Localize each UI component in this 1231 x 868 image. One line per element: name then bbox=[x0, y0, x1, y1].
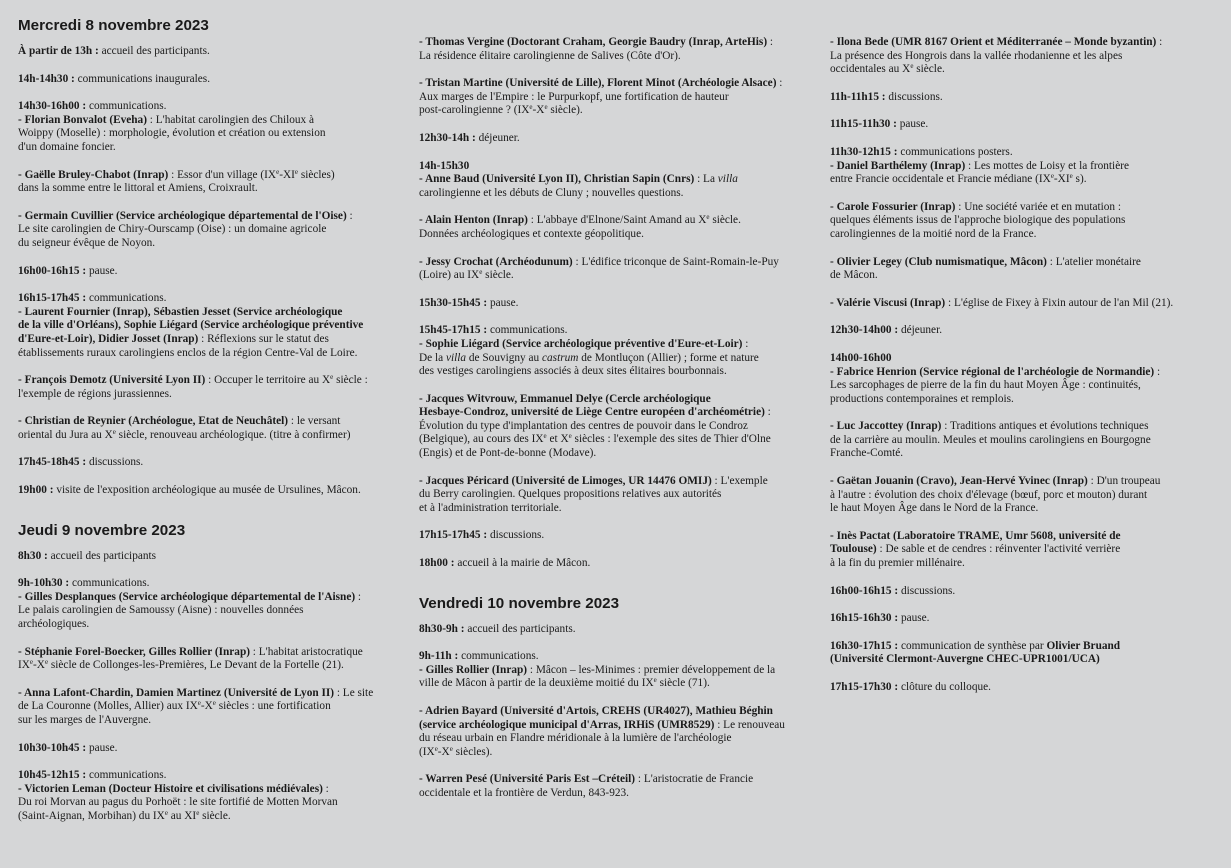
talk-entry: - Inès Pactat (Laboratoire TRAME, Umr 5608, université de Toulouse) : De sable et de cendres : réinventer l'activité verrière à la fin du premier millénaire. bbox=[830, 529, 1121, 570]
schedule-entry: 14h-14h30 : communications inaugurales. bbox=[18, 72, 211, 85]
schedule-entry: À partir de 13h : accueil des participants. bbox=[18, 45, 210, 57]
talk-entry: - Sophie Liégard (Service archéologique préventive d'Eure-et-Loir) : De la villa de Souvigny au castrum de Montluçon (Allier) ; forme et nature des vestiges carolingiens associés à deux sites élitaires bourbonnais. bbox=[419, 337, 759, 378]
schedule-entry: 17h15-17h30 : clôture du colloque. bbox=[830, 681, 991, 693]
schedule-entry: 9h-10h30 : communications. bbox=[18, 577, 150, 590]
talk-entry: - Anne Baud (Université Lyon II), Christian Sapin (Cnrs) : La villa carolingienne et les débuts de Cluny ; nouvelles questions. bbox=[419, 173, 738, 199]
talk-entry: - Ilona Bede (UMR 8167 Orient et Méditerranée – Monde byzantin) : La présence des Hongrois dans la vallée rhodanienne et les alpes occidentales au Xe siècle. bbox=[830, 36, 1163, 76]
talk-entry: - Florian Bonvalot (Eveha) : L'habitat carolingien des Chiloux à Woippy (Moselle) : morphologie, évolution et création ou extension d'un domaine foncier. bbox=[18, 113, 326, 153]
talk-entry: - Carole Fossurier (Inrap) : Une société variée et en mutation : quelques éléments issus de l'approche biologique des populations carolingiennes de la moitié nord de la France. bbox=[830, 200, 1126, 240]
schedule-entry: 8h30-9h : accueil des participants. bbox=[419, 622, 576, 635]
column-1 bbox=[18, 17, 403, 838]
talk-entry: - Jessy Crochat (Archéodunum) : L'édifice triconque de Saint-Romain-le-Puy (Loire) au IXe siècle. bbox=[419, 255, 779, 282]
talk-entry: - Luc Jaccottey (Inrap) : Traditions antiques et évolutions techniques de la carrière au moulin. Meules et moulins carolingiens en Bourgogne Franche-Comté. bbox=[830, 420, 1151, 460]
schedule-entry: 12h30-14h00 : déjeuner. bbox=[830, 324, 943, 337]
talk-entry: - Christian de Reynier (Archéologue, Etat de Neuchâtel) : le versant oriental du Jura au Xe siècle, renouveau archéologique. (titre à confirmer) bbox=[18, 415, 351, 441]
talk-entry: - Thomas Vergine (Doctorant Craham, Georgie Baudry (Inrap, ArteHis) : La résidence élitaire carolingienne de Salives (Côte d'Or). bbox=[419, 36, 774, 62]
schedule-entry: 16h00-16h15 : pause. bbox=[18, 264, 118, 277]
schedule-entry: 10h30-10h45 : pause. bbox=[18, 741, 118, 754]
talk-entry: - Jacques Witvrouw, Emmanuel Delye (Cercle archéologique Hesbaye-Condroz, université de Liège Centre européen d'archéométrie) : Évolution du type d'implantation des centres de pouvoir dans le Condroz (Belgique), au cours des IXe et Xe siècles : l'exemple des sites de Thier d'Olne (Engis) et de Pont-de-bonne (Modave). bbox=[419, 392, 771, 460]
schedule-entry: 18h00 : accueil à la mairie de Mâcon. bbox=[419, 557, 591, 570]
schedule-entry: 17h45-18h45 : discussions. bbox=[18, 456, 144, 469]
talk-entry: - Jacques Péricard (Université de Limoges, UR 14476 OMIJ) : L'exemple du Berry carolingien. Quelques propositions relatives aux autorités et à l'administration territoriale. bbox=[419, 474, 768, 514]
day-heading-friday: Vendredi 10 novembre 2023 bbox=[419, 594, 620, 612]
schedule-entry: 12h30-14h : déjeuner. bbox=[419, 131, 520, 144]
talk-entry: - Germain Cuvillier (Service archéologique départemental de l'Oise) : Le site carolingien de Chiry-Ourscamp (Oise) : un domaine agricole du seigneur évêque de Noyon. bbox=[18, 209, 353, 249]
talk-entry: - Valérie Viscusi (Inrap) : L'église de Fixey à Fixin autour de l'an Mil (21). bbox=[830, 296, 1174, 309]
talk-entry: - Warren Pesé (Université Paris Est –Créteil) : L'aristocratie de Francie occidentale et la frontière de Verdun, 843-923. bbox=[419, 773, 754, 799]
schedule-entry: 11h-11h15 : discussions. bbox=[830, 90, 943, 103]
talk-entry: - Victorien Leman (Docteur Histoire et civilisations médiévales) : Du roi Morvan au pagus du Porhoët : le site fortifié de Motten Morvan (Saint-Aignan, Morbihan) du IXe au XIe siècle. bbox=[18, 782, 338, 822]
talk-entry: - Anna Lafont-Chardin, Damien Martinez (Université de Lyon II) : Le site de La Couronne (Molles, Allier) aux IXe-Xe siècles : une fortification sur les marges de l'Auvergne. bbox=[18, 686, 374, 726]
schedule-entry: 14h30-16h00 : communications. bbox=[18, 100, 167, 113]
schedule-entry: 14h-15h30 bbox=[419, 159, 470, 172]
talk-entry: - Gaëlle Bruley-Chabot (Inrap) : Essor d'un village (IXe-XIe siècles) dans la somme entre le littoral et Amiens, Croixrault. bbox=[18, 167, 335, 195]
talk-entry: - Stéphanie Forel-Boecker, Gilles Rollier (Inrap) : L'habitat aristocratique IXe-Xe siècle de Collonges-les-Premières, Le Devant de la Fortelle (21). bbox=[18, 645, 363, 672]
schedule-entry: 16h30-17h15 : communication de synthèse par Olivier Bruand (Université Clermont-Auvergne CHEC-UPR1001/UCA) bbox=[830, 639, 1121, 666]
schedule-entry: 16h15-17h45 : communications. bbox=[18, 292, 167, 305]
schedule-entry: 19h00 : visite de l'exposition archéologique au musée de Ursulines, Mâcon. bbox=[18, 484, 361, 497]
schedule-entry: 16h15-16h30 : pause. bbox=[830, 612, 930, 625]
talk-entry: - Fabrice Henrion (Service régional de l'archéologie de Normandie) : Les sarcophages de pierre de la fin du haut Moyen Âge : continuités, productions contemporaines et remplois. bbox=[830, 365, 1161, 405]
schedule-entry: 10h45-12h15 : communications. bbox=[18, 769, 167, 782]
talk-entry: - Gilles Rollier (Inrap) : Mâcon – les-Minimes : premier développement de la ville de Mâcon à partir de la deuxième moitié du IXe siècle (71). bbox=[419, 663, 776, 690]
talk-entry: - Tristan Martine (Université de Lille), Florent Minot (Archéologie Alsace) : Aux marges de l'Empire : le Purpurkopf, une fortification de hauteur post-carolingienne ? (IXe-Xe siècle). bbox=[419, 77, 783, 117]
schedule-entry: 8h30 : accueil des participants bbox=[18, 549, 157, 562]
schedule-entry: 15h30-15h45 : pause. bbox=[419, 296, 519, 309]
talk-entry: - Gaëtan Jouanin (Cravo), Jean-Hervé Yvinec (Inrap) : D'un troupeau à l'autre : évolution des choix d'élevage (bœuf, porc et mouton) durant le haut Moyen Âge dans le Nord de la France. bbox=[830, 475, 1161, 515]
schedule-entry: 15h45-17h15 : communications. bbox=[419, 324, 568, 337]
schedule-entry: 9h-11h : communications. bbox=[419, 650, 539, 663]
schedule-entry: 11h15-11h30 : pause. bbox=[830, 118, 929, 131]
day-heading-wednesday: Mercredi 8 novembre 2023 bbox=[18, 17, 209, 34]
talk-entry: - Laurent Fournier (Inrap), Sébastien Jesset (Service archéologique de la ville d'Orléans), Sophie Liégard (Service archéologique préventive d'Eure-et-Loir), Didier Josset (Inrap) : Réflexions sur le statut des établissements ruraux carolingiens enclos de la région Centre-Val de Loire. bbox=[18, 305, 364, 359]
column-3 bbox=[830, 36, 1220, 709]
schedule-entry: 17h15-17h45 : discussions. bbox=[419, 529, 545, 542]
schedule-entry: 11h30-12h15 : communications posters. bbox=[830, 145, 1013, 158]
talk-entry: - Daniel Barthélemy (Inrap) : Les mottes de Loisy et la frontière entre Francie occidentale et Francie médiane (IXe-XIe s). bbox=[830, 159, 1129, 186]
talk-entry: - Adrien Bayard (Université d'Artois, CREHS (UR4027), Mathieu Béghin (service archéologique municipal d'Arras, IRHiS (UMR8529) : Le renouveau du réseau urbain en Flandre méridionale à la lumière de l'archéologie (IXe-Xe siècles). bbox=[419, 705, 785, 758]
schedule-entry: 16h00-16h15 : discussions. bbox=[830, 584, 956, 597]
schedule-entry: 14h00-16h00 bbox=[830, 351, 892, 364]
talk-entry: - Gilles Desplanques (Service archéologique départemental de l'Aisne) : Le palais carolingien de Samoussy (Aisne) : nouvelles données archéologiques. bbox=[18, 590, 362, 631]
talk-entry: - Olivier Legey (Club numismatique, Mâcon) : L'atelier monétaire de Mâcon. bbox=[830, 255, 1141, 282]
talk-entry: - François Demotz (Université Lyon II) : Occuper le territoire au Xe siècle : l'exemple de régions jurassiennes. bbox=[18, 373, 368, 400]
day-heading-thursday: Jeudi 9 novembre 2023 bbox=[18, 521, 186, 539]
talk-entry: - Alain Henton (Inrap) : L'abbaye d'Elnone/Saint Amand au Xe siècle. Données archéologiques et contexte géopolitique. bbox=[419, 213, 741, 240]
column-2 bbox=[419, 36, 814, 815]
